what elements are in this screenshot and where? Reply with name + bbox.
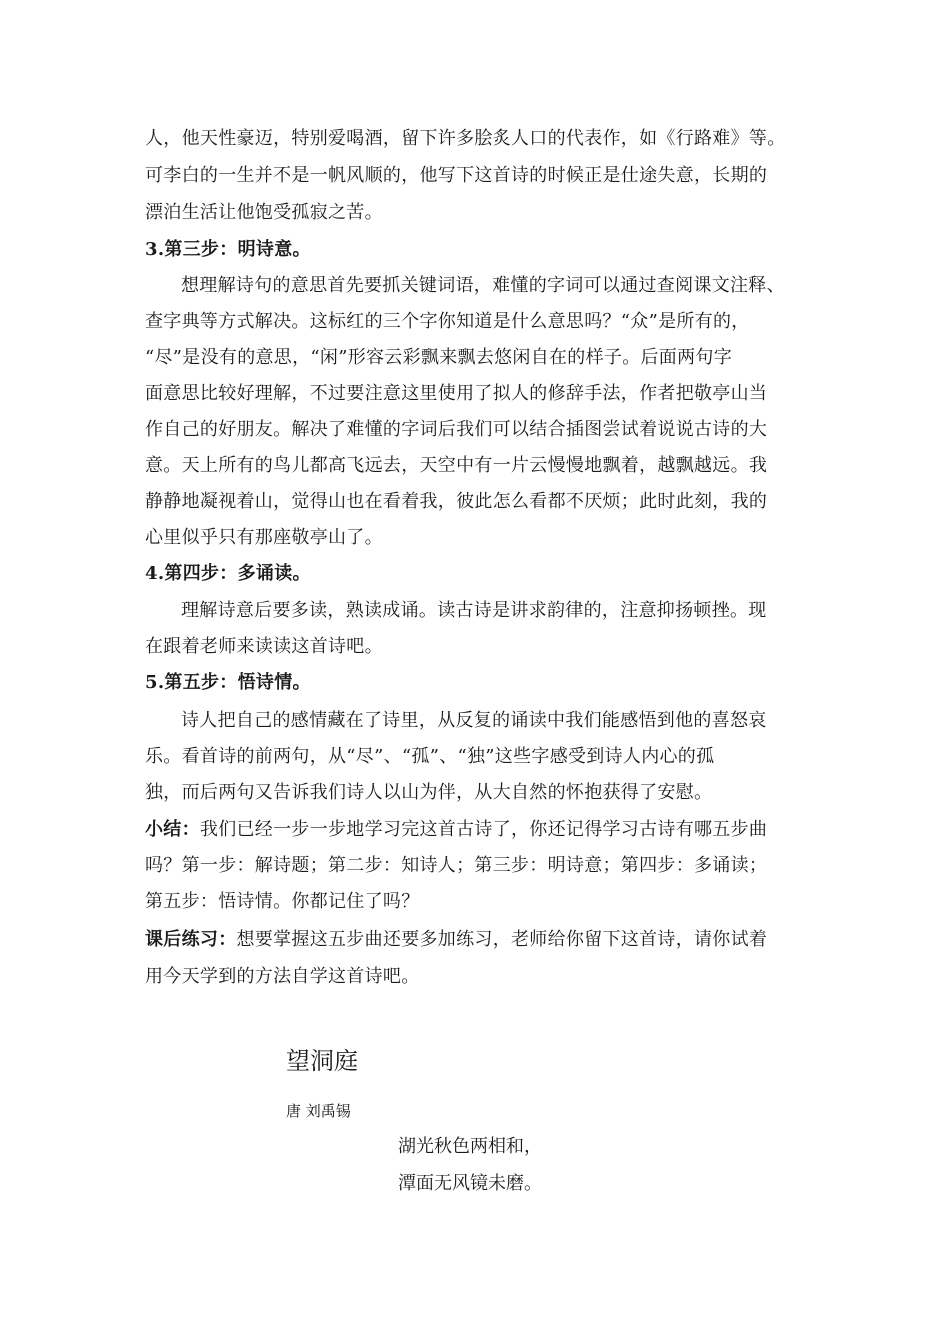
paragraph-line: 静静地凝视着山，觉得山也在看着我，彼此怎么看都不厌烦；此时此刻，我的: [145, 491, 768, 512]
paragraph-line: “尽”是没有的意思，“闲”形容云彩飘来飘去悠闲自在的样子。后面两句字: [145, 347, 733, 368]
paragraph-line: 乐。看首诗的前两句，从“尽”、“孤”、“独”这些字感受到诗人内心的孤: [145, 746, 715, 767]
paragraph-line: 用今天学到的方法自学这首诗吧。: [145, 966, 420, 987]
poem-title: 望洞庭: [286, 1047, 358, 1075]
paragraph-line: 心里似乎只有那座敬亭山了。: [145, 527, 383, 548]
exercise-text: 想要掌握这五步曲还要多加练习，老师给你留下这首诗，请你试着: [236, 929, 768, 950]
paragraph-line: 独，而后两句又告诉我们诗人以山为伴，从大自然的怀抱获得了安慰。: [145, 782, 713, 803]
paragraph-line: 诗人把自己的感情藏在了诗里，从反复的诵读中我们能感悟到他的喜怒哀: [181, 710, 767, 731]
summary-label: 小结：: [145, 819, 200, 840]
exercise-line: [145, 928, 767, 952]
poem-line: 潭面无风镜未磨。: [398, 1173, 542, 1194]
paragraph-line: 面意思比较好理解，不过要注意这里使用了拟人的修辞手法，作者把敬亭山当: [145, 383, 768, 404]
paragraph-line: 第五步：悟诗情。你都记住了吗？: [145, 891, 420, 912]
paragraph-line: 漂泊生活让他饱受孤寂之苦。: [145, 202, 383, 223]
paragraph-line: 查字典等方式解决。这标红的三个字你知道是什么意思吗？“众”是所有的，: [145, 311, 750, 332]
summary-line: [145, 818, 767, 842]
paragraph-line: 可李白的一生并不是一帆风顺的，他写下这首诗的时候正是仕途失意，长期的: [145, 165, 768, 186]
paragraph-line: 人，他天性豪迈，特别爱喝酒，留下许多脍炙人口的代表作，如《行路难》等。: [145, 128, 786, 149]
exercise-label: 课后练习：: [145, 929, 237, 950]
summary-text: 我们已经一步一步地学习完这首古诗了，你还记得学习古诗有哪五步曲: [199, 819, 768, 840]
poem-line: 湖光秋色两相和，: [398, 1136, 542, 1157]
paragraph-line: 吗？第一步：解诗题；第二步：知诗人；第三步：明诗意；第四步：多诵读；: [145, 855, 768, 876]
poem-author: 唐 刘禹锡: [286, 1102, 351, 1120]
paragraph-line: 在跟着老师来读读这首诗吧。: [145, 636, 383, 657]
paragraph-line: 意。天上所有的鸟儿都高飞远去，天空中有一片云慢慢地飘着，越飘越远。我: [145, 455, 768, 476]
paragraph-line: 作自己的好朋友。解决了难懂的字词后我们可以结合插图尝试着说说古诗的大: [145, 419, 768, 440]
step3-heading: 3.第三步：明诗意。: [145, 239, 311, 260]
step5-heading: 5.第五步：悟诗情。: [145, 672, 311, 693]
step4-heading: 4.第四步：多诵读。: [145, 563, 311, 584]
paragraph-line: 想理解诗句的意思首先要抓关键词语，难懂的字词可以通过查阅课文注释、: [181, 275, 785, 296]
paragraph-line: 理解诗意后要多读，熟读成诵。读古诗是讲求韵律的，注意抑扬顿挫。现: [181, 600, 767, 621]
